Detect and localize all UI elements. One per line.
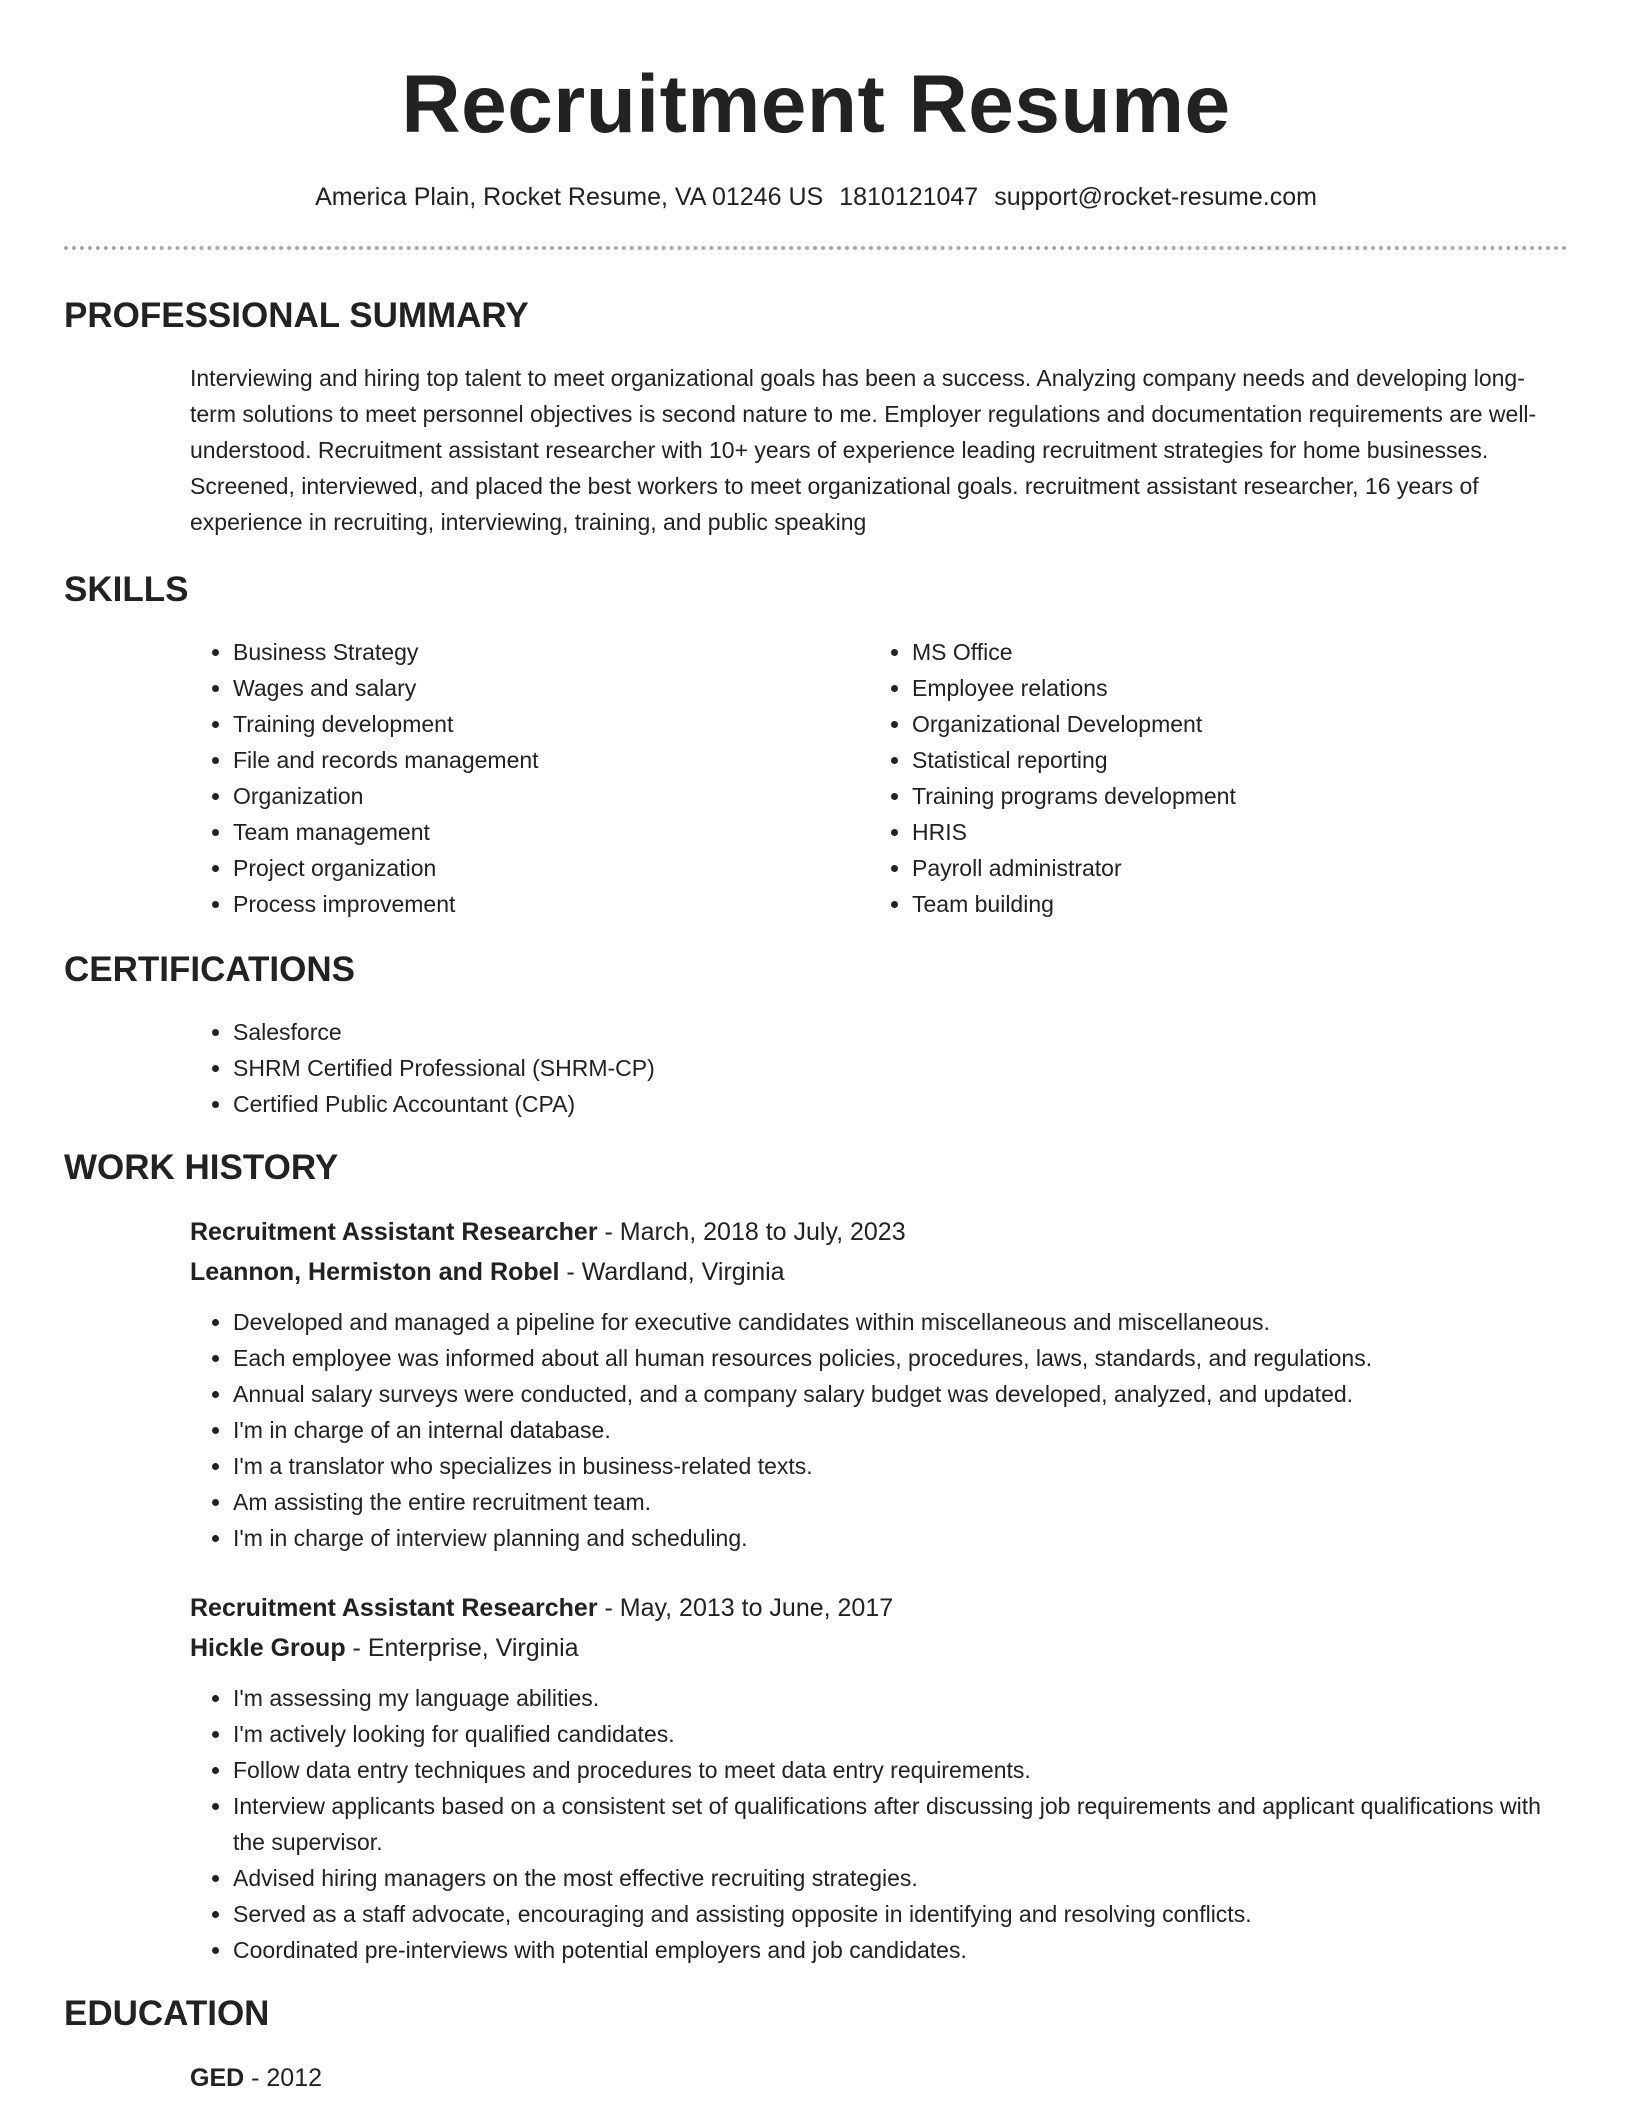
skill-item: • Team management	[233, 814, 869, 850]
skill-item: • Business Strategy	[233, 634, 869, 670]
certification-item: • Salesforce	[233, 1014, 1568, 1050]
job-company: Leannon, Hermiston and Robel	[190, 1258, 560, 1286]
job-entry	[190, 1212, 1568, 1292]
contact-email: support@rocket-resume.com	[994, 183, 1317, 211]
job-duty: • I'm actively looking for qualified candidates.	[233, 1716, 1568, 1752]
job-duty: • Annual salary surveys were conducted, and a company salary budget was developed, analyzed, and updated.	[233, 1376, 1568, 1412]
job-role: Recruitment Assistant Researcher	[190, 1218, 598, 1246]
job-duty: • I'm in charge of an internal database.	[233, 1412, 1568, 1448]
skill-item: • Employee relations	[912, 670, 1548, 706]
skills-heading: SKILLS	[64, 570, 189, 609]
summary-heading: PROFESSIONAL SUMMARY	[64, 296, 529, 335]
work-history-heading: WORK HISTORY	[64, 1148, 339, 1187]
job-duty: • Served as a staff advocate, encouraging and assisting opposite in identifying and resolving conflicts.	[233, 1896, 1568, 1932]
education-year: 2012	[266, 2064, 323, 2092]
job-dates: March, 2018 to July, 2023	[619, 1218, 906, 1246]
education-entry: GED - 2012	[190, 2064, 323, 2092]
skill-item: • HRIS	[912, 814, 1548, 850]
job-duty: • Advised hiring managers on the most effective recruiting strategies.	[233, 1860, 1568, 1896]
job-duty: • Interview applicants based on a consistent set of qualifications after discussing job requirements and applicant qualifications with the supervisor.	[233, 1788, 1568, 1860]
job-location: Wardland, Virginia	[581, 1258, 785, 1286]
certification-item: • SHRM Certified Professional (SHRM-CP)	[233, 1050, 1568, 1086]
resume-name: Recruitment Resume	[401, 59, 1231, 150]
skills-column-left	[190, 634, 869, 922]
summary-text: Interviewing and hiring top talent to meet organizational goals has been a success. Analyzing company needs and developing long-term solutions to meet personnel objectives is second nature to me. Employer regulations and documentation requirements are well-understood. Recruitment assistant researcher with 10+ years of experience leading recruitment strategies for home businesses. Screened, interviewed, and placed the best workers to meet organizational goals. recruitment assistant researcher, 16 years of experience in recruiting, interviewing, training, and public speaking	[190, 365, 1537, 535]
job-company-line: Leannon, Hermiston and Robel - Wardland, Virginia	[190, 1258, 785, 1286]
skill-item: • Payroll administrator	[912, 850, 1548, 886]
job-location: Enterprise, Virginia	[367, 1634, 579, 1662]
education-degree: GED	[190, 2064, 245, 2092]
job-role: Recruitment Assistant Researcher	[190, 1594, 598, 1622]
job-company-line: Hickle Group - Enterprise, Virginia	[190, 1634, 579, 1662]
job-duty: • Follow data entry techniques and procedures to meet data entry requirements.	[233, 1752, 1568, 1788]
skill-item: • Wages and salary	[233, 670, 869, 706]
job-title-line: Recruitment Assistant Researcher - March, 2018 to July, 2023	[190, 1218, 906, 1246]
job-duty: • I'm a translator who specializes in business-related texts.	[233, 1448, 1568, 1484]
skill-item: • Team building	[912, 886, 1548, 922]
job-duty: • Developed and managed a pipeline for executive candidates within miscellaneous and miscellaneous.	[233, 1304, 1568, 1340]
skill-item: • Statistical reporting	[912, 742, 1548, 778]
skill-item: • Organizational Development	[912, 706, 1548, 742]
skills-list-right	[869, 634, 1548, 922]
skills-column-right	[869, 634, 1548, 922]
certifications-heading: CERTIFICATIONS	[64, 950, 356, 989]
contact-line	[64, 180, 1568, 214]
skill-item: • Organization	[233, 778, 869, 814]
skill-item: • Training development	[233, 706, 869, 742]
skill-item: • MS Office	[912, 634, 1548, 670]
job-duty: • Each employee was informed about all human resources policies, procedures, laws, standards, and regulations.	[233, 1340, 1568, 1376]
skill-item: • File and records management	[233, 742, 869, 778]
job-dates: May, 2013 to June, 2017	[619, 1594, 894, 1622]
skill-item: • Training programs development	[912, 778, 1548, 814]
certification-item: • Certified Public Accountant (CPA)	[233, 1086, 1568, 1122]
skill-item: • Project organization	[233, 850, 869, 886]
skill-item: • Process improvement	[233, 886, 869, 922]
education-heading: EDUCATION	[64, 1994, 270, 2033]
contact-address: America Plain, Rocket Resume, VA 01246 US	[315, 183, 824, 211]
job-duty: • I'm assessing my language abilities.	[233, 1680, 1568, 1716]
job-entry	[190, 1588, 1568, 1668]
contact-phone: 1810121047	[839, 183, 979, 211]
skills-grid	[190, 634, 1568, 922]
job-duty: • Coordinated pre-interviews with potential employers and job candidates.	[233, 1932, 1568, 1968]
skills-list-left	[190, 634, 869, 922]
header-divider	[64, 246, 1568, 250]
job-duty: • I'm in charge of interview planning and scheduling.	[233, 1520, 1568, 1556]
job-duties-list	[190, 1680, 1568, 1968]
certifications-list	[190, 1014, 1568, 1122]
job-title-line: Recruitment Assistant Researcher - May, 2013 to June, 2017	[190, 1594, 894, 1622]
job-duty: • Am assisting the entire recruitment team.	[233, 1484, 1568, 1520]
job-duties-list	[190, 1304, 1568, 1556]
job-company: Hickle Group	[190, 1634, 346, 1662]
